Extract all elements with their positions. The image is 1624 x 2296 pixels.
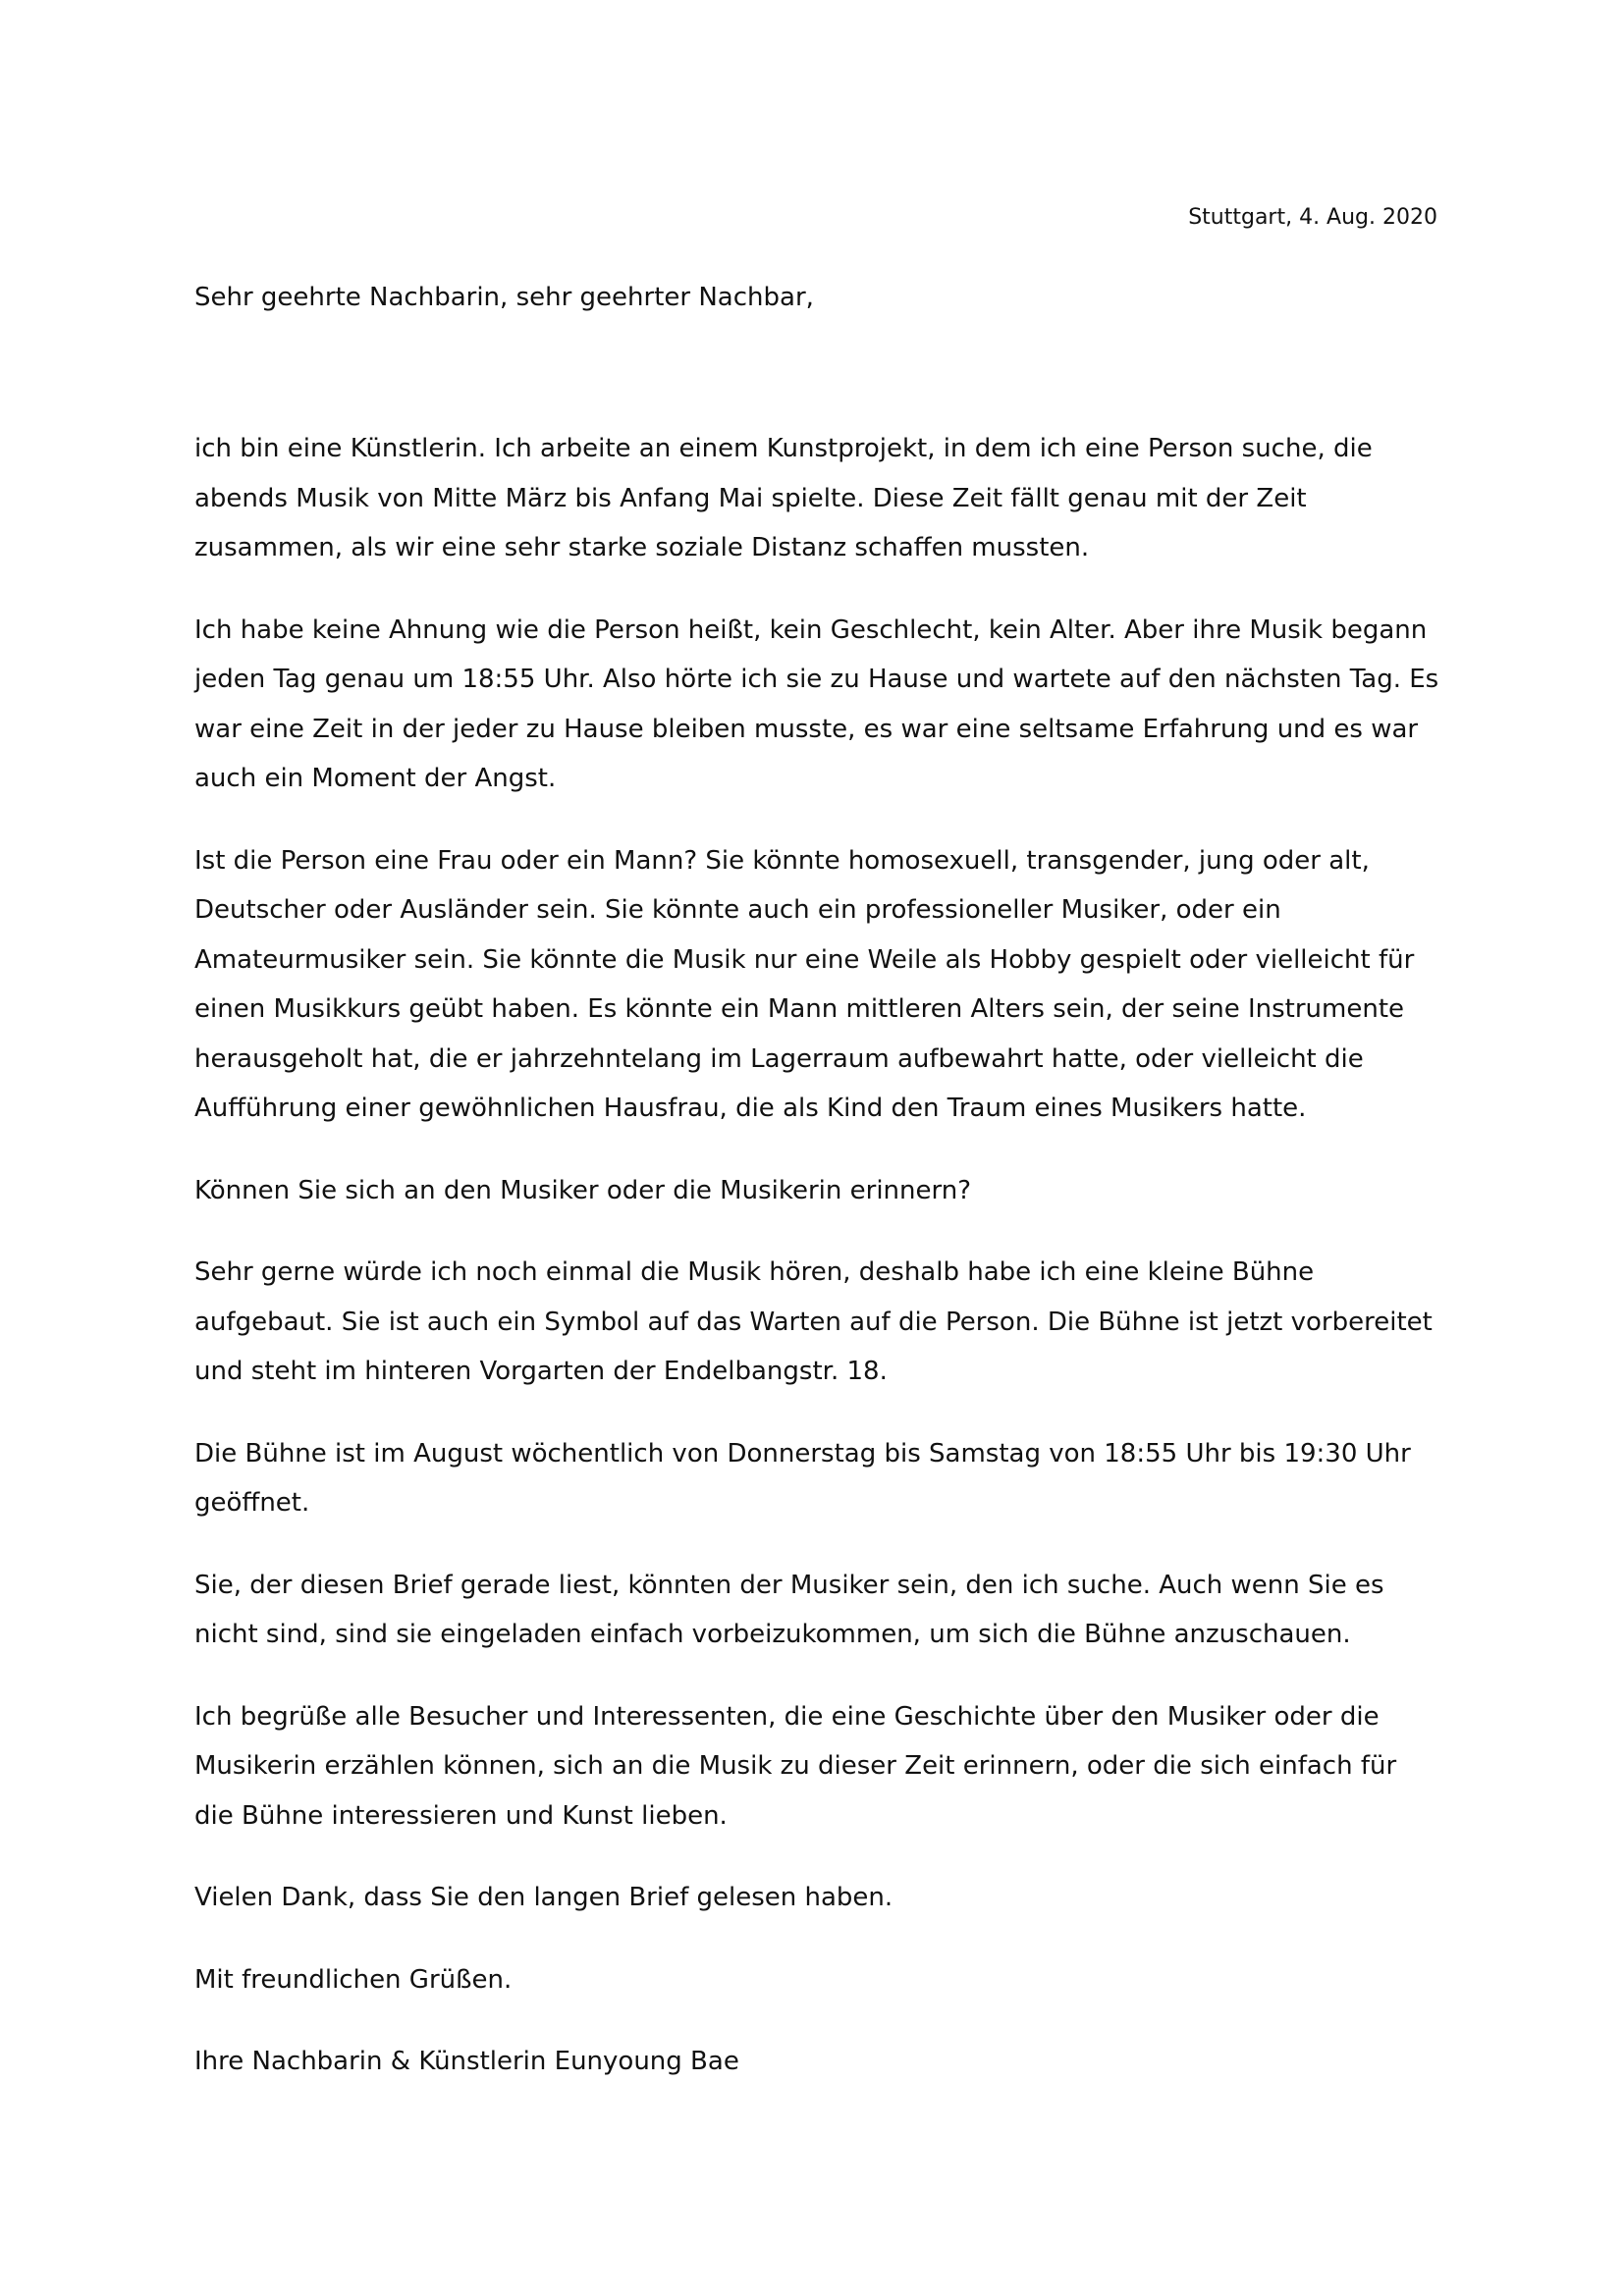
letter-body <box>194 424 1439 2119</box>
letter-signature: Ihre Nachbarin & Künstlerin Eunyoung Bae <box>194 2047 739 2076</box>
paragraph-opening-hours: Die Bühne ist im August wöchentlich von Donnerstag bis Samstag von 18:55 Uhr bis 19:30 Uhr geöffnet. <box>194 1438 1411 1518</box>
letter-date: Stuttgart, 4. Aug. 2020 <box>1188 205 1437 230</box>
paragraph-invitation: Sie, der diesen Brief gerade liest, könnten der Musiker sein, den ich suche. Auch wenn Sie es nicht sind, sind sie eingeladen einfach vorbeizukommen, um sich die Bühne anzuschauen. <box>194 1570 1384 1649</box>
paragraph-thanks: Vielen Dank, dass Sie den langen Brief gelesen haben. <box>194 1883 893 1912</box>
letter-salutation: Sehr geehrte Nachbarin, sehr geehrter Nachbar, <box>194 283 814 312</box>
letter-closing: Mit freundlichen Grüßen. <box>194 1964 513 1995</box>
paragraph-stage: Sehr gerne würde ich noch einmal die Musik hören, deshalb habe ich eine kleine Bühne aufgebaut. Sie ist auch ein Symbol auf das Warten auf die Person. Die Bühne ist jetzt vorbereitet und steht im hinteren Vorgarten der Endelbangstr. 18. <box>194 1257 1433 1386</box>
paragraph-unknown-person: Ich habe keine Ahnung wie die Person heißt, kein Geschlecht, kein Alter. Aber ihre Musik begann jeden Tag genau um 18:55 Uhr. Also hörte ich sie zu Hause und wartete auf den nächsten Tag. Es war eine Zeit in der jeder zu Hause bleiben musste, es war eine seltsame Erfahrung und es war auch ein Moment der Angst. <box>194 614 1439 793</box>
paragraph-intro: ich bin eine Künstlerin. Ich arbeite an einem Kunstprojekt, in dem ich eine Person suche, die abends Musik von Mitte März bis Anfang Mai spielte. Diese Zeit fällt genau mit der Zeit zusammen, als wir eine sehr starke soziale Distanz schaffen mussten. <box>194 434 1373 562</box>
paragraph-question: Können Sie sich an den Musiker oder die Musikerin erinnern? <box>194 1175 972 1205</box>
paragraph-welcome: Ich begrüße alle Besucher und Interessenten, die eine Geschichte über den Musiker oder die Musikerin erzählen können, sich an die Musik zu dieser Zeit erinnern, oder die sich einfach für die Bühne interessieren und Kunst lieben. <box>194 1701 1397 1831</box>
paragraph-who-is-the-person: Ist die Person eine Frau oder ein Mann? Sie könnte homosexuell, transgender, jung oder alt, Deutscher oder Ausländer sein. Sie könnte auch ein professioneller Musiker, oder ein Amateurmusiker sein. Sie könnte die Musik nur eine Weile als Hobby gespielt oder vielleicht für einen Musikkurs geübt haben. Es könnte ein Mann mittleren Alters sein, der seine Instrumente herausgeholt hat, die er jahrzehntelang im Lagerraum aufbewahrt hatte, oder vielleicht die Aufführung einer gewöhnlichen Hausfrau, die als Kind den Traum eines Musikers hatte. <box>194 845 1415 1123</box>
